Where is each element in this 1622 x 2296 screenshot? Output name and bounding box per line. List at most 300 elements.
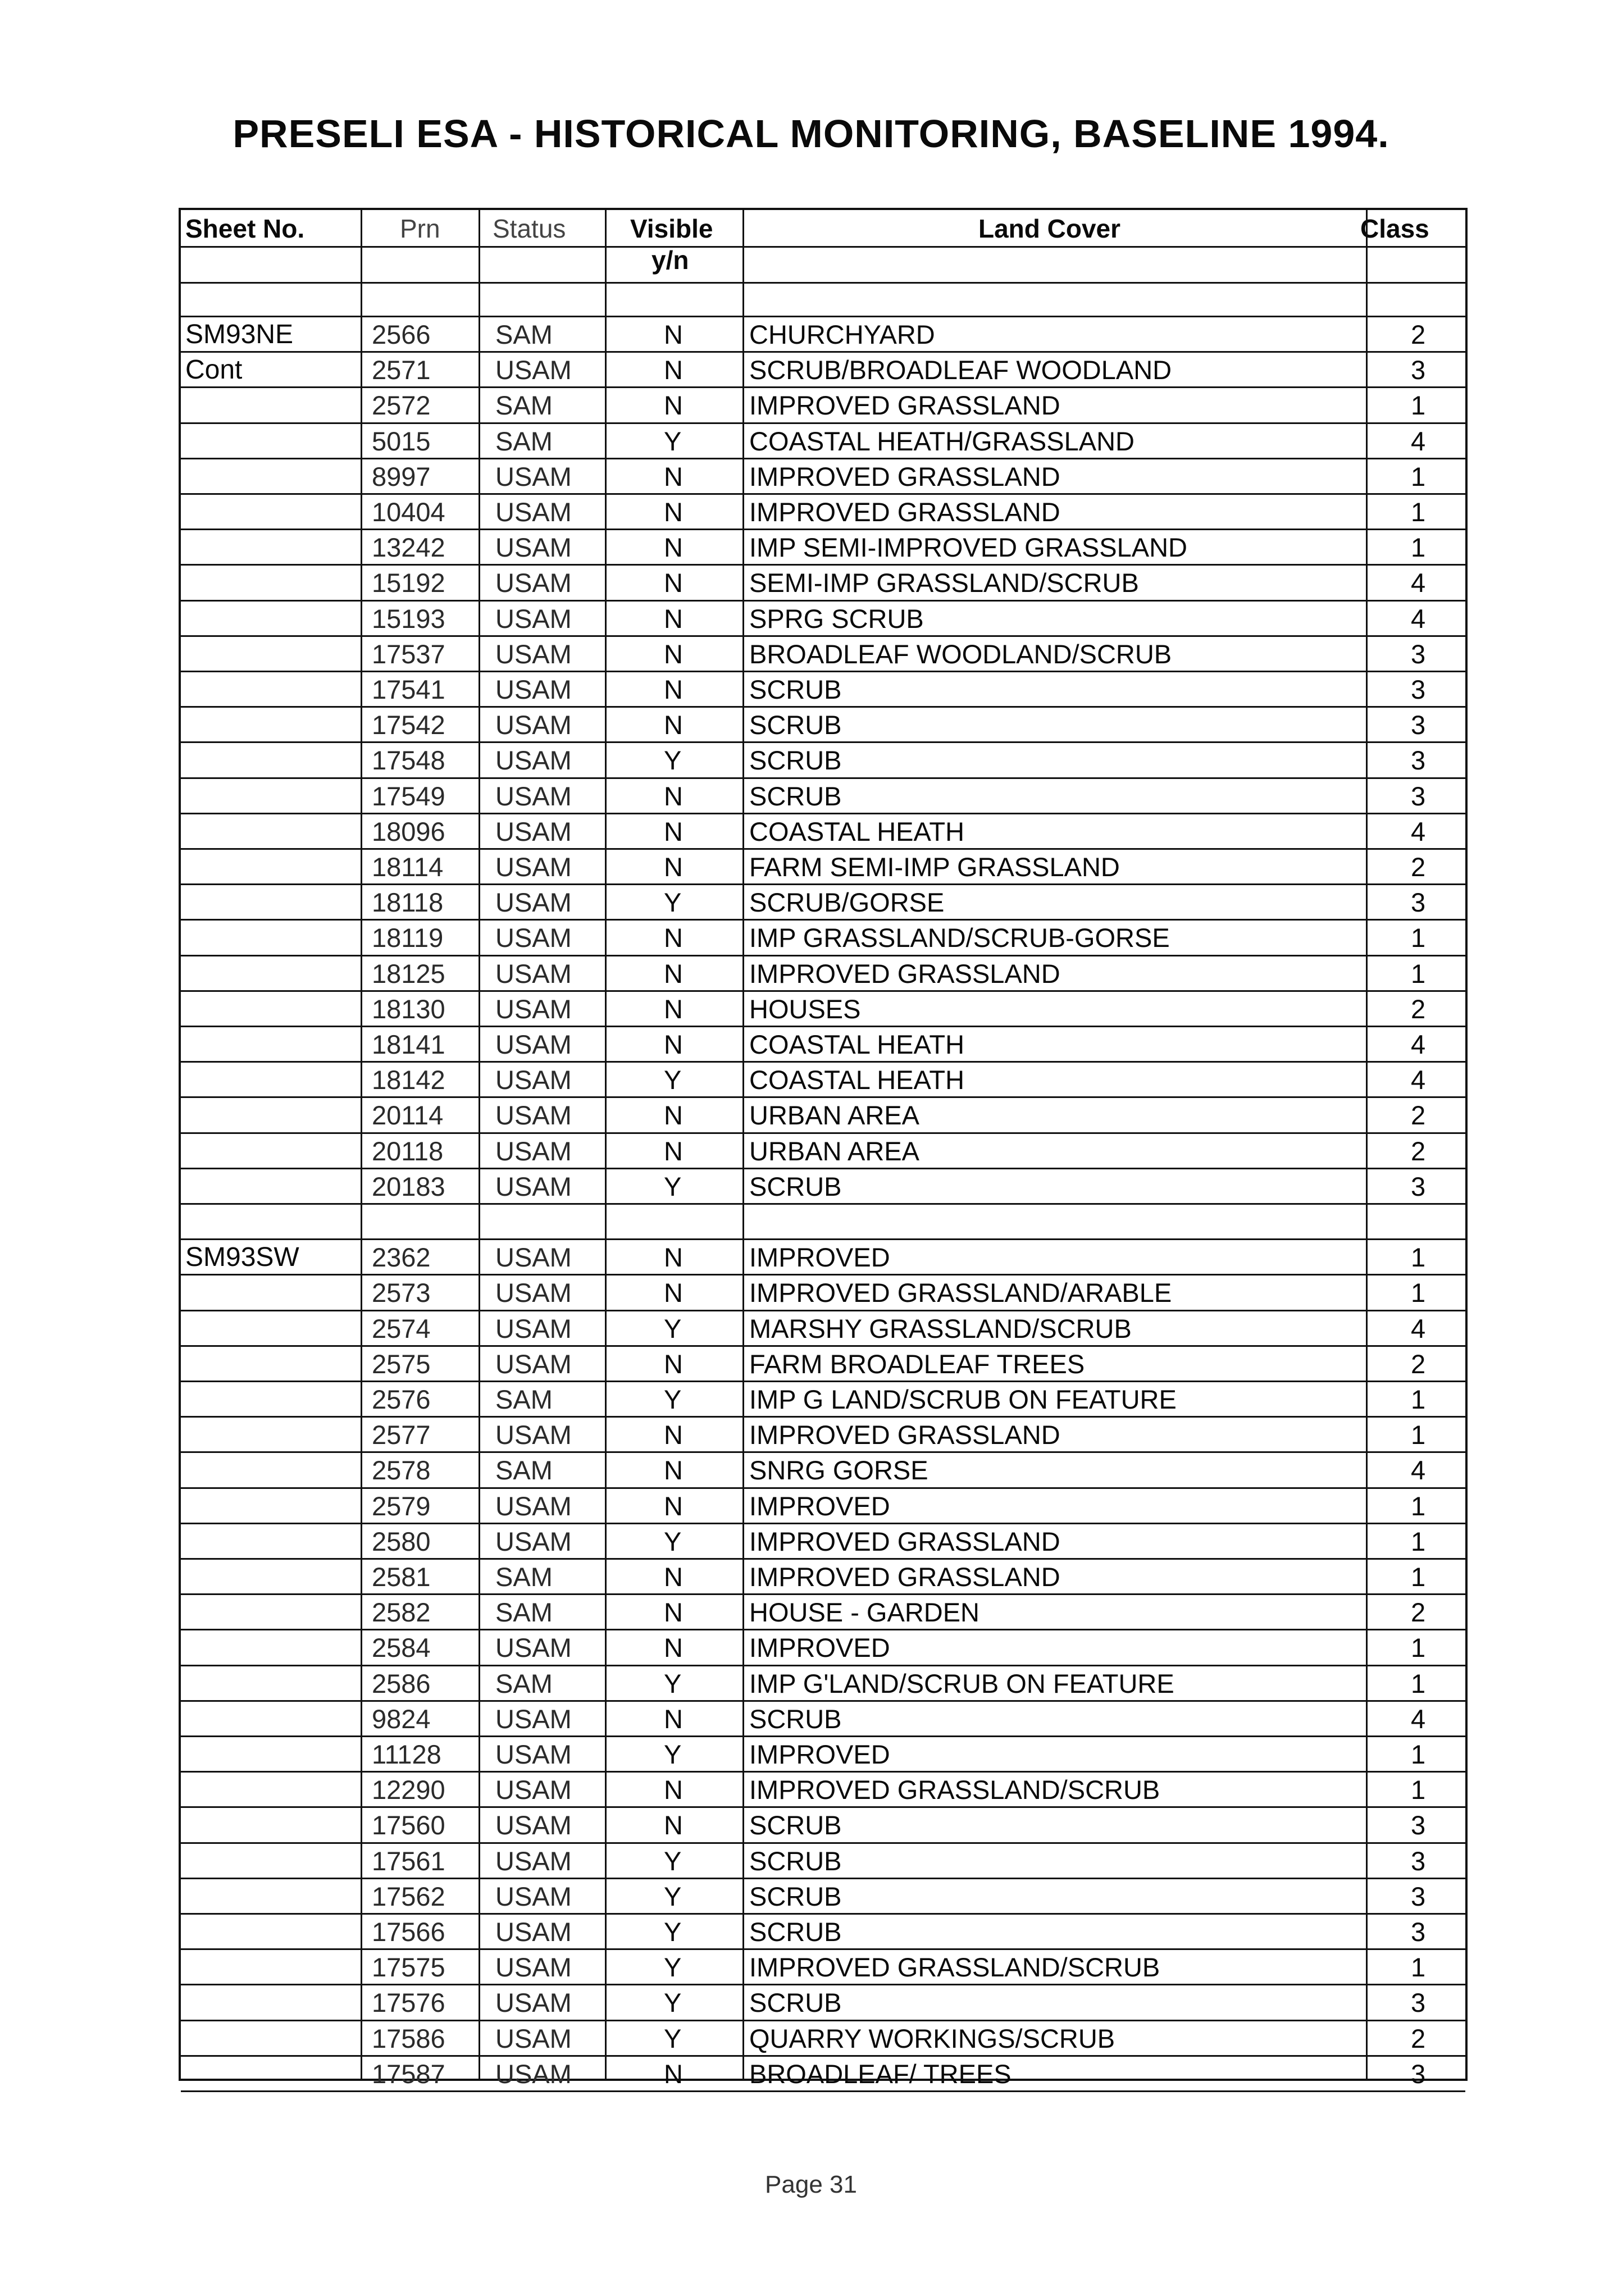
cell-visible: N bbox=[664, 958, 683, 988]
cell-cls: 4 bbox=[1411, 568, 1426, 598]
cell-status: USAM bbox=[495, 887, 572, 918]
cell-status: USAM bbox=[495, 1100, 572, 1131]
row-rule bbox=[181, 1096, 1465, 1098]
cell-cover: IMPROVED GRASSLAND bbox=[749, 958, 1060, 988]
cell-status: USAM bbox=[495, 1491, 572, 1521]
cell-cls: 2 bbox=[1411, 1136, 1426, 1166]
cell-cover: IMPROVED GRASSLAND bbox=[749, 461, 1060, 491]
cell-prn: 2566 bbox=[372, 320, 431, 349]
cell-cls: 1 bbox=[1411, 1384, 1426, 1414]
row-rule bbox=[181, 246, 1465, 248]
cell-cls: 3 bbox=[1411, 781, 1426, 811]
cell-visible: Y bbox=[664, 1171, 682, 1201]
header-prn: Prn bbox=[400, 214, 440, 243]
row-rule bbox=[181, 1700, 1465, 1702]
cell-prn: 2577 bbox=[372, 1420, 431, 1450]
cell-cls: 2 bbox=[1411, 1349, 1426, 1379]
row-rule bbox=[181, 1948, 1465, 1950]
cell-visible: N bbox=[664, 639, 683, 669]
header-land-cover: Land Cover bbox=[978, 214, 1121, 243]
cell-cls: 1 bbox=[1411, 1668, 1426, 1698]
row-rule bbox=[181, 600, 1465, 602]
cell-visible: Y bbox=[664, 426, 682, 456]
cell-cover: IMPROVED GRASSLAND bbox=[749, 1562, 1060, 1592]
cell-status: USAM bbox=[495, 639, 572, 669]
cell-prn: 9824 bbox=[372, 1703, 431, 1734]
cell-status: USAM bbox=[495, 1988, 572, 2018]
cell-status: SAM bbox=[495, 1455, 553, 1486]
cell-cover: COASTAL HEATH bbox=[749, 816, 965, 846]
cell-status: USAM bbox=[495, 1242, 572, 1273]
cell-prn: 20118 bbox=[372, 1136, 444, 1166]
cell-cover: URBAN AREA bbox=[749, 1100, 919, 1131]
cell-status: SAM bbox=[495, 1597, 553, 1628]
cell-cover: IMPROVED GRASSLAND bbox=[749, 1420, 1060, 1450]
cell-cls: 4 bbox=[1411, 426, 1426, 456]
cell-cover: MARSHY GRASSLAND/SCRUB bbox=[749, 1313, 1132, 1343]
cell-status: SAM bbox=[495, 1668, 553, 1698]
cell-cls: 3 bbox=[1411, 710, 1426, 740]
cell-status: USAM bbox=[495, 461, 572, 491]
cell-cover: SCRUB bbox=[749, 1846, 842, 1876]
cell-prn: 20114 bbox=[372, 1100, 444, 1131]
cell-status: USAM bbox=[495, 994, 572, 1024]
row-rule bbox=[181, 1487, 1465, 1489]
cell-status: SAM bbox=[495, 390, 553, 421]
cell-status: SAM bbox=[495, 1384, 553, 1414]
cell-cls: 3 bbox=[1411, 745, 1426, 776]
cell-prn: 17561 bbox=[372, 1846, 445, 1876]
cell-cover: SCRUB/BROADLEAF WOODLAND bbox=[749, 355, 1172, 385]
cell-visible: N bbox=[664, 603, 683, 634]
cell-cls: 1 bbox=[1411, 1278, 1426, 1308]
cell-prn: 18125 bbox=[372, 958, 445, 988]
cell-prn: 2571 bbox=[372, 355, 431, 385]
cell-cls: 1 bbox=[1411, 532, 1426, 563]
cell-cover: SCRUB bbox=[749, 1988, 842, 2018]
cell-cls: 1 bbox=[1411, 923, 1426, 953]
cell-cover: URBAN AREA bbox=[749, 1136, 919, 1166]
column-rule bbox=[361, 210, 362, 2079]
cell-prn: 2578 bbox=[372, 1455, 431, 1486]
cell-cls: 3 bbox=[1411, 355, 1426, 385]
cell-prn: 17548 bbox=[372, 745, 445, 776]
row-rule bbox=[181, 1878, 1465, 1879]
cell-prn: 2572 bbox=[372, 390, 431, 421]
cell-cover: IMP G'LAND/SCRUB ON FEATURE bbox=[749, 1668, 1174, 1698]
cell-sheet: SM93SW bbox=[185, 1242, 299, 1273]
cell-status: USAM bbox=[495, 1420, 572, 1450]
cell-status: USAM bbox=[495, 923, 572, 953]
cell-prn: 17587 bbox=[372, 2058, 445, 2089]
cell-cls: 3 bbox=[1411, 639, 1426, 669]
cell-cls: 1 bbox=[1411, 1242, 1426, 1273]
cell-visible: N bbox=[664, 1278, 683, 1308]
cell-visible: N bbox=[664, 923, 683, 953]
cell-prn: 17541 bbox=[372, 675, 445, 704]
cell-prn: 17560 bbox=[372, 1810, 445, 1841]
row-rule bbox=[181, 1665, 1465, 1666]
row-rule bbox=[181, 671, 1465, 672]
cell-visible: Y bbox=[664, 1065, 682, 1095]
cell-cover: SEMI-IMP GRASSLAND/SCRUB bbox=[749, 568, 1139, 598]
cell-cls: 2 bbox=[1411, 1100, 1426, 1131]
cell-prn: 18142 bbox=[372, 1065, 445, 1095]
cell-visible: N bbox=[664, 497, 683, 527]
cell-cls: 3 bbox=[1411, 1917, 1426, 1947]
page-title: PRESELI ESA - HISTORICAL MONITORING, BASELINE 1994. bbox=[233, 112, 1389, 156]
cell-cover: BROADLEAF WOODLAND/SCRUB bbox=[749, 639, 1172, 669]
header-class: Class bbox=[1360, 214, 1429, 243]
cell-status: SAM bbox=[495, 1562, 553, 1592]
cell-cover: SCRUB bbox=[749, 1881, 842, 1911]
cell-visible: Y bbox=[664, 1881, 682, 1911]
cell-cls: 3 bbox=[1411, 1171, 1426, 1201]
cell-cls: 1 bbox=[1411, 1775, 1426, 1805]
row-rule bbox=[181, 1310, 1465, 1311]
header-visible: Visible bbox=[630, 214, 713, 243]
row-rule bbox=[181, 564, 1465, 566]
row-rule bbox=[181, 1735, 1465, 1737]
cell-visible: Y bbox=[664, 1917, 682, 1947]
header-visible-sub: y/n bbox=[651, 245, 689, 275]
cell-prn: 18141 bbox=[372, 1029, 445, 1059]
row-rule bbox=[181, 883, 1465, 885]
cell-cover: HOUSE - GARDEN bbox=[749, 1597, 979, 1628]
cell-visible: N bbox=[664, 320, 683, 349]
cell-prn: 11128 bbox=[372, 1739, 441, 1769]
row-rule bbox=[181, 2090, 1465, 2092]
cell-status: USAM bbox=[495, 852, 572, 882]
cell-prn: 10404 bbox=[372, 497, 445, 527]
cell-visible: N bbox=[664, 1633, 683, 1663]
cell-visible: Y bbox=[664, 2023, 682, 2053]
cell-cover: SPRG SCRUB bbox=[749, 603, 924, 634]
cell-cls: 3 bbox=[1411, 1846, 1426, 1876]
cell-cls: 3 bbox=[1411, 675, 1426, 704]
row-rule bbox=[181, 1274, 1465, 1275]
cell-cls: 4 bbox=[1411, 1065, 1426, 1095]
cell-cover: COASTAL HEATH bbox=[749, 1029, 965, 1059]
cell-status: USAM bbox=[495, 1136, 572, 1166]
cell-cls: 4 bbox=[1411, 603, 1426, 634]
cell-prn: 2576 bbox=[372, 1384, 431, 1414]
cell-status: USAM bbox=[495, 2058, 572, 2089]
row-rule bbox=[181, 316, 1465, 317]
row-rule bbox=[181, 1026, 1465, 1027]
cell-cover: SCRUB bbox=[749, 710, 842, 740]
column-rule bbox=[605, 210, 607, 2079]
cell-cls: 3 bbox=[1411, 887, 1426, 918]
row-rule bbox=[181, 2055, 1465, 2057]
cell-visible: N bbox=[664, 532, 683, 563]
cell-prn: 17537 bbox=[372, 639, 445, 669]
row-rule bbox=[181, 919, 1465, 921]
cell-visible: Y bbox=[664, 1952, 682, 1983]
cell-visible: Y bbox=[664, 1846, 682, 1876]
row-rule bbox=[181, 1238, 1465, 1240]
cell-cls: 1 bbox=[1411, 390, 1426, 421]
cell-prn: 2584 bbox=[372, 1633, 431, 1663]
cell-visible: Y bbox=[664, 1668, 682, 1698]
cell-status: USAM bbox=[495, 532, 572, 563]
cell-visible: Y bbox=[664, 1526, 682, 1556]
row-rule bbox=[181, 1416, 1465, 1418]
cell-visible: Y bbox=[664, 745, 682, 776]
cell-prn: 15192 bbox=[372, 568, 445, 598]
cell-visible: N bbox=[664, 852, 683, 882]
cell-cls: 1 bbox=[1411, 1739, 1426, 1769]
cell-cls: 4 bbox=[1411, 1313, 1426, 1343]
cell-prn: 2579 bbox=[372, 1491, 431, 1521]
cell-prn: 2574 bbox=[372, 1313, 431, 1343]
cell-visible: Y bbox=[664, 1988, 682, 2018]
cell-cls: 4 bbox=[1411, 816, 1426, 846]
cell-cover: SCRUB bbox=[749, 781, 842, 811]
cell-cover: COASTAL HEATH/GRASSLAND bbox=[749, 426, 1135, 456]
row-rule bbox=[181, 493, 1465, 495]
column-rule bbox=[1366, 210, 1368, 2079]
cell-visible: N bbox=[664, 355, 683, 385]
cell-prn: 17586 bbox=[372, 2023, 445, 2053]
cell-cls: 2 bbox=[1411, 320, 1426, 349]
row-rule bbox=[181, 1913, 1465, 1915]
cell-prn: 2575 bbox=[372, 1349, 431, 1379]
cell-visible: Y bbox=[664, 1384, 682, 1414]
cell-cover: IMPROVED bbox=[749, 1242, 890, 1273]
header-sheet-no: Sheet No. bbox=[185, 214, 305, 243]
cell-visible: N bbox=[664, 1597, 683, 1628]
cell-cover: FARM SEMI-IMP GRASSLAND bbox=[749, 852, 1120, 882]
cell-prn: 2580 bbox=[372, 1526, 431, 1556]
monitoring-table bbox=[179, 208, 1468, 2089]
cell-visible: Y bbox=[664, 887, 682, 918]
cell-visible: N bbox=[664, 1810, 683, 1841]
cell-prn: 17576 bbox=[372, 1988, 445, 2018]
cell-cover: BROADLEAF/ TREES bbox=[749, 2058, 1012, 2089]
cell-visible: N bbox=[664, 710, 683, 740]
page-number: Page 31 bbox=[765, 2171, 857, 2198]
cell-cover: SCRUB bbox=[749, 745, 842, 776]
cell-status: USAM bbox=[495, 1313, 572, 1343]
cell-prn: 17542 bbox=[372, 710, 445, 740]
cell-cover: IMPROVED bbox=[749, 1739, 890, 1769]
cell-status: USAM bbox=[495, 1349, 572, 1379]
cell-prn: 17562 bbox=[372, 1881, 445, 1911]
cell-status: USAM bbox=[495, 675, 572, 704]
cell-cover: IMP SEMI-IMPROVED GRASSLAND bbox=[749, 532, 1187, 563]
row-rule bbox=[181, 1381, 1465, 1382]
cell-visible: N bbox=[664, 1100, 683, 1131]
cell-prn: 2582 bbox=[372, 1597, 431, 1628]
row-rule bbox=[181, 635, 1465, 637]
cell-cover: CHURCHYARD bbox=[749, 320, 935, 349]
cell-status: USAM bbox=[495, 568, 572, 598]
cell-cover: SCRUB bbox=[749, 1171, 842, 1201]
cell-visible: N bbox=[664, 816, 683, 846]
cell-cls: 1 bbox=[1411, 461, 1426, 491]
cell-cover: SCRUB/GORSE bbox=[749, 887, 945, 918]
cell-cls: 3 bbox=[1411, 1810, 1426, 1841]
cell-cls: 1 bbox=[1411, 497, 1426, 527]
cell-cls: 1 bbox=[1411, 1633, 1426, 1663]
cell-status: USAM bbox=[495, 745, 572, 776]
cell-cover: IMPROVED bbox=[749, 1491, 890, 1521]
row-rule bbox=[181, 955, 1465, 956]
column-rule bbox=[479, 210, 480, 2079]
cell-status: USAM bbox=[495, 1810, 572, 1841]
cell-prn: 20183 bbox=[372, 1171, 445, 1201]
cell-prn: 18119 bbox=[372, 923, 444, 953]
row-rule bbox=[181, 813, 1465, 814]
cell-prn: 18096 bbox=[372, 816, 445, 846]
cell-visible: N bbox=[664, 994, 683, 1024]
row-rule bbox=[181, 1806, 1465, 1808]
cell-status: USAM bbox=[495, 2023, 572, 2053]
cell-visible: N bbox=[664, 568, 683, 598]
row-rule bbox=[181, 1771, 1465, 1773]
row-rule bbox=[181, 1523, 1465, 1524]
cell-cls: 2 bbox=[1411, 852, 1426, 882]
cell-cls: 3 bbox=[1411, 2058, 1426, 2089]
cell-cls: 4 bbox=[1411, 1703, 1426, 1734]
row-rule bbox=[181, 1132, 1465, 1134]
cell-status: USAM bbox=[495, 1917, 572, 1947]
cell-status: USAM bbox=[495, 355, 572, 385]
cell-status: USAM bbox=[495, 1278, 572, 1308]
cell-cls: 1 bbox=[1411, 1526, 1426, 1556]
row-rule bbox=[181, 1345, 1465, 1347]
cell-cover: SCRUB bbox=[749, 1703, 842, 1734]
cell-status: USAM bbox=[495, 1065, 572, 1095]
cell-prn: 13242 bbox=[372, 532, 445, 563]
cell-status: USAM bbox=[495, 1526, 572, 1556]
cell-cover: IMPROVED GRASSLAND bbox=[749, 1526, 1060, 1556]
row-rule bbox=[181, 706, 1465, 708]
cell-status: USAM bbox=[495, 710, 572, 740]
cell-cls: 4 bbox=[1411, 1029, 1426, 1059]
cell-cover: IMPROVED GRASSLAND bbox=[749, 390, 1060, 421]
cell-cover: IMPROVED GRASSLAND/SCRUB bbox=[749, 1775, 1160, 1805]
cell-status: USAM bbox=[495, 1171, 572, 1201]
cell-cover: SCRUB bbox=[749, 675, 842, 704]
row-rule bbox=[181, 1061, 1465, 1063]
row-rule bbox=[181, 1842, 1465, 1844]
cell-cover: SNRG GORSE bbox=[749, 1455, 928, 1486]
cell-prn: 5015 bbox=[372, 426, 431, 456]
cell-visible: Y bbox=[664, 1739, 682, 1769]
cell-status: USAM bbox=[495, 1029, 572, 1059]
row-rule bbox=[181, 1629, 1465, 1630]
cell-status: USAM bbox=[495, 497, 572, 527]
cell-visible: Y bbox=[664, 1313, 682, 1343]
cell-status: USAM bbox=[495, 1846, 572, 1876]
cell-visible: N bbox=[664, 1420, 683, 1450]
row-rule bbox=[181, 458, 1465, 459]
row-rule bbox=[181, 422, 1465, 424]
row-rule bbox=[181, 351, 1465, 353]
cell-cover: HOUSES bbox=[749, 994, 861, 1024]
cell-visible: N bbox=[664, 1775, 683, 1805]
row-rule bbox=[181, 386, 1465, 388]
cell-cover: SCRUB bbox=[749, 1917, 842, 1947]
cell-cover: QUARRY WORKINGS/SCRUB bbox=[749, 2023, 1115, 2053]
cell-status: USAM bbox=[495, 1703, 572, 1734]
cell-cover: IMPROVED GRASSLAND/SCRUB bbox=[749, 1952, 1160, 1983]
cell-cover: IMPROVED bbox=[749, 1633, 890, 1663]
cell-status: USAM bbox=[495, 781, 572, 811]
cell-cover: FARM BROADLEAF TREES bbox=[749, 1349, 1085, 1379]
cell-visible: N bbox=[664, 781, 683, 811]
row-rule bbox=[181, 848, 1465, 850]
cell-cls: 1 bbox=[1411, 1420, 1426, 1450]
cell-prn: 12290 bbox=[372, 1775, 445, 1805]
cell-visible: N bbox=[664, 1562, 683, 1592]
row-rule bbox=[181, 1168, 1465, 1169]
row-rule bbox=[181, 990, 1465, 992]
cell-cls: 2 bbox=[1411, 994, 1426, 1024]
cell-cls: 1 bbox=[1411, 958, 1426, 988]
cell-prn: 17575 bbox=[372, 1952, 445, 1983]
column-rule bbox=[742, 210, 744, 2079]
cell-visible: N bbox=[664, 461, 683, 491]
row-rule bbox=[181, 529, 1465, 530]
cell-status: USAM bbox=[495, 958, 572, 988]
cell-visible: N bbox=[664, 1242, 683, 1273]
cell-visible: N bbox=[664, 2058, 683, 2089]
cell-status: SAM bbox=[495, 320, 553, 349]
cell-cls: 1 bbox=[1411, 1562, 1426, 1592]
cell-status: USAM bbox=[495, 603, 572, 634]
cell-visible: N bbox=[664, 390, 683, 421]
cell-cover: IMP G LAND/SCRUB ON FEATURE bbox=[749, 1384, 1177, 1414]
row-rule bbox=[181, 282, 1465, 284]
cell-status: USAM bbox=[495, 1633, 572, 1663]
cell-cover: IMPROVED GRASSLAND/ARABLE bbox=[749, 1278, 1172, 1308]
cell-prn: 2581 bbox=[372, 1562, 431, 1592]
cell-visible: N bbox=[664, 675, 683, 704]
cell-visible: N bbox=[664, 1491, 683, 1521]
row-rule bbox=[181, 1451, 1465, 1453]
cell-status: USAM bbox=[495, 816, 572, 846]
cell-cls: 2 bbox=[1411, 2023, 1426, 2053]
cell-prn: 18130 bbox=[372, 994, 445, 1024]
cell-visible: N bbox=[664, 1136, 683, 1166]
cell-cover: IMPROVED GRASSLAND bbox=[749, 497, 1060, 527]
cell-prn: 17566 bbox=[372, 1917, 445, 1947]
row-rule bbox=[181, 1203, 1465, 1205]
header-status: Status bbox=[493, 214, 566, 243]
cell-status: USAM bbox=[495, 1952, 572, 1983]
cell-sheet: Cont bbox=[185, 355, 243, 385]
cell-visible: N bbox=[664, 1029, 683, 1059]
cell-prn: 2586 bbox=[372, 1668, 431, 1698]
cell-prn: 17549 bbox=[372, 781, 445, 811]
cell-visible: N bbox=[664, 1455, 683, 1486]
cell-prn: 18114 bbox=[372, 852, 444, 882]
cell-cls: 3 bbox=[1411, 1881, 1426, 1911]
cell-cover: COASTAL HEATH bbox=[749, 1065, 965, 1095]
cell-prn: 18118 bbox=[372, 887, 444, 918]
cell-cover: IMP GRASSLAND/SCRUB-GORSE bbox=[749, 923, 1170, 953]
cell-cls: 1 bbox=[1411, 1952, 1426, 1983]
cell-status: SAM bbox=[495, 426, 553, 456]
cell-cover: SCRUB bbox=[749, 1810, 842, 1841]
row-rule bbox=[181, 741, 1465, 743]
cell-sheet: SM93NE bbox=[185, 320, 294, 349]
cell-status: USAM bbox=[495, 1775, 572, 1805]
row-rule bbox=[181, 1593, 1465, 1595]
